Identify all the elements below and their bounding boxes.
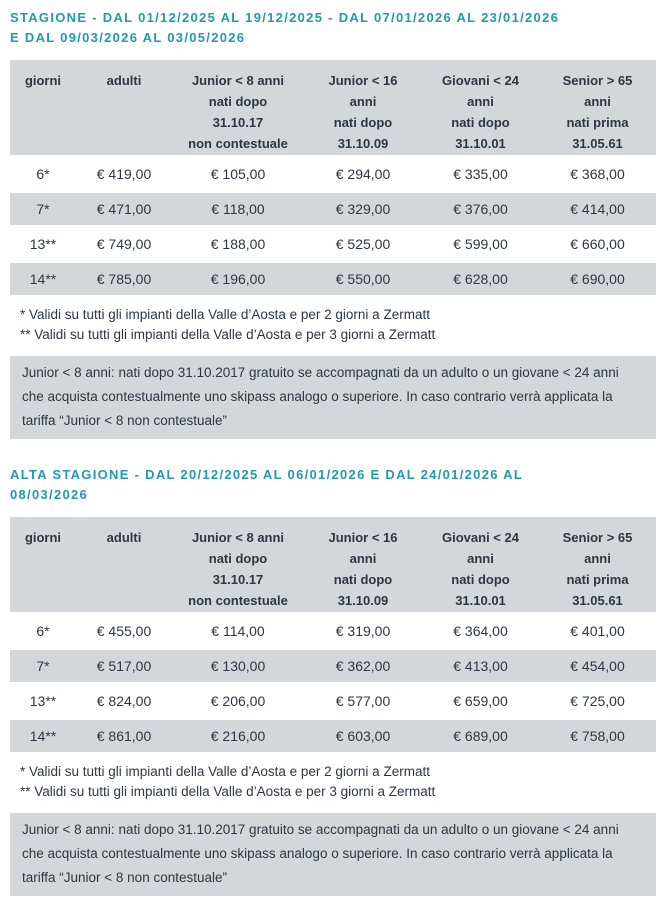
table-row xyxy=(10,263,656,295)
cell-price-senior: € 758,00 xyxy=(539,720,656,752)
col-header-line: nati dopo xyxy=(451,572,510,587)
cell-price-junior16: € 362,00 xyxy=(304,650,422,682)
col-header-line: Junior < 16 xyxy=(328,530,398,545)
cell-price-giovani: € 376,00 xyxy=(422,193,539,225)
col-header-line: nati dopo xyxy=(208,94,268,109)
junior-note-box: Junior < 8 anni: nati dopo 31.10.2017 gratuito se accompagnati da un adulto o un giovane < 24 anni che acquista contestualmente uno skipass analogo o superiore. In caso contrario verrà applicata la tariffa “Junior < 8 non contestuale” xyxy=(10,356,656,439)
col-header-line: 31.10.09 xyxy=(337,593,389,608)
cell-price-giovani: € 413,00 xyxy=(422,650,539,682)
col-header-line: nati prima xyxy=(566,115,629,130)
col-header-line: Junior < 16 xyxy=(328,73,398,88)
cell-price-senior: € 690,00 xyxy=(539,263,656,295)
cell-price-giovani: € 628,00 xyxy=(422,263,539,295)
col-header-junior-16 xyxy=(304,517,422,612)
col-header-line: non contestuale xyxy=(188,136,288,151)
cell-giorni: 6* xyxy=(10,615,76,647)
cell-price-senior: € 368,00 xyxy=(539,158,656,190)
col-header-line: non contestuale xyxy=(188,593,288,608)
cell-price-adulti: € 749,00 xyxy=(76,228,172,260)
table-row xyxy=(10,720,656,752)
header-row xyxy=(10,60,656,155)
table-row xyxy=(10,615,656,647)
header-row xyxy=(10,517,656,612)
col-header-line: nati dopo xyxy=(451,115,510,130)
price-table-stagione xyxy=(10,57,656,298)
cell-price-senior: € 725,00 xyxy=(539,685,656,717)
col-header-adulti xyxy=(76,517,172,612)
col-header-senior-65 xyxy=(539,60,656,155)
cell-price-senior: € 401,00 xyxy=(539,615,656,647)
col-header-line: 31.10.17 xyxy=(212,115,264,130)
cell-giorni: 7* xyxy=(10,193,76,225)
cell-price-junior16: € 550,00 xyxy=(304,263,422,295)
season-title-line: ALTA STAGIONE - DAL 20/12/2025 AL 06/01/2026 E DAL 24/01/2026 AL xyxy=(10,467,524,482)
cell-giorni: 14** xyxy=(10,263,76,295)
col-header-line: anni xyxy=(467,551,494,566)
col-header-giorni xyxy=(10,60,76,155)
cell-price-adulti: € 861,00 xyxy=(76,720,172,752)
table-row xyxy=(10,158,656,190)
col-header-adulti xyxy=(76,60,172,155)
cell-price-senior: € 454,00 xyxy=(539,650,656,682)
col-header-line: anni xyxy=(349,551,377,566)
cell-price-junior8: € 188,00 xyxy=(172,228,304,260)
cell-price-adulti: € 419,00 xyxy=(76,158,172,190)
col-header-line: Junior < 8 anni xyxy=(191,73,285,88)
col-header-line: anni xyxy=(467,94,494,109)
season-title-line: 08/03/2026 xyxy=(10,487,89,502)
col-header-line: nati dopo xyxy=(333,115,393,130)
col-header-line: anni xyxy=(584,94,611,109)
col-header-line: 31.10.01 xyxy=(455,136,506,151)
col-header-line: 31.10.17 xyxy=(212,572,264,587)
col-header-line: Senior > 65 xyxy=(562,530,633,545)
cell-price-junior8: € 130,00 xyxy=(172,650,304,682)
cell-price-giovani: € 364,00 xyxy=(422,615,539,647)
cell-giorni: 14** xyxy=(10,720,76,752)
col-header-junior-16 xyxy=(304,60,422,155)
junior-note-box: Junior < 8 anni: nati dopo 31.10.2017 gratuito se accompagnati da un adulto o un giovane < 24 anni che acquista contestualmente uno skipass analogo o superiore. In caso contrario verrà applicata la tariffa “Junior < 8 non contestuale” xyxy=(10,813,656,896)
cell-price-adulti: € 824,00 xyxy=(76,685,172,717)
col-header-line: Junior < 8 anni xyxy=(191,530,285,545)
col-header-line: 31.05.61 xyxy=(572,136,623,151)
cell-price-junior16: € 525,00 xyxy=(304,228,422,260)
season-section-alta-stagione xyxy=(10,465,656,896)
col-header-line: Giovani < 24 xyxy=(442,73,519,88)
col-header-junior-8 xyxy=(172,517,304,612)
footnotes xyxy=(20,762,656,802)
season-title-alta-stagione xyxy=(10,465,656,505)
cell-price-junior16: € 603,00 xyxy=(304,720,422,752)
cell-price-junior16: € 329,00 xyxy=(304,193,422,225)
cell-giorni: 13** xyxy=(10,685,76,717)
cell-price-junior8: € 114,00 xyxy=(172,615,304,647)
cell-price-giovani: € 659,00 xyxy=(422,685,539,717)
col-header-giovani-24 xyxy=(422,60,539,155)
col-header-line: giorni xyxy=(24,530,62,545)
cell-price-junior16: € 294,00 xyxy=(304,158,422,190)
cell-price-junior8: € 206,00 xyxy=(172,685,304,717)
col-header-line: 31.10.01 xyxy=(455,593,506,608)
col-header-line: anni xyxy=(349,94,377,109)
season-title-line: STAGIONE - DAL 01/12/2025 AL 19/12/2025 - DAL 07/01/2026 AL 23/01/2026 xyxy=(10,10,560,25)
cell-price-junior8: € 196,00 xyxy=(172,263,304,295)
col-header-line: 31.05.61 xyxy=(572,593,623,608)
cell-giorni: 13** xyxy=(10,228,76,260)
season-section-stagione xyxy=(10,8,656,439)
cell-price-junior16: € 319,00 xyxy=(304,615,422,647)
cell-price-adulti: € 455,00 xyxy=(76,615,172,647)
col-header-giorni xyxy=(10,517,76,612)
col-header-senior-65 xyxy=(539,517,656,612)
cell-price-junior16: € 577,00 xyxy=(304,685,422,717)
cell-giorni: 6* xyxy=(10,158,76,190)
col-header-line: nati dopo xyxy=(333,572,393,587)
cell-price-giovani: € 335,00 xyxy=(422,158,539,190)
cell-price-adulti: € 517,00 xyxy=(76,650,172,682)
cell-price-giovani: € 599,00 xyxy=(422,228,539,260)
footnote-zermatt-3days: ** Validi su tutti gli impianti della Valle d’Aosta e per 3 giorni a Zermatt xyxy=(20,327,436,342)
season-title-stagione xyxy=(10,8,656,48)
col-header-line: nati prima xyxy=(566,572,629,587)
footnote-zermatt-2days: * Validi su tutti gli impianti della Valle d’Aosta e per 2 giorni a Zermatt xyxy=(20,764,430,779)
col-header-line: Senior > 65 xyxy=(562,73,633,88)
cell-price-senior: € 414,00 xyxy=(539,193,656,225)
col-header-line: Giovani < 24 xyxy=(442,530,519,545)
table-row xyxy=(10,685,656,717)
col-header-line: 31.10.09 xyxy=(337,136,389,151)
season-title-line: E DAL 09/03/2026 AL 03/05/2026 xyxy=(10,30,246,45)
cell-giorni: 7* xyxy=(10,650,76,682)
cell-price-giovani: € 689,00 xyxy=(422,720,539,752)
cell-price-junior8: € 118,00 xyxy=(172,193,304,225)
col-header-giovani-24 xyxy=(422,517,539,612)
cell-price-senior: € 660,00 xyxy=(539,228,656,260)
footnote-zermatt-3days: ** Validi su tutti gli impianti della Valle d’Aosta e per 3 giorni a Zermatt xyxy=(20,784,436,799)
cell-price-adulti: € 785,00 xyxy=(76,263,172,295)
price-table-alta-stagione xyxy=(10,514,656,755)
col-header-line: anni xyxy=(584,551,611,566)
cell-price-junior8: € 105,00 xyxy=(172,158,304,190)
table-row xyxy=(10,228,656,260)
cell-price-adulti: € 471,00 xyxy=(76,193,172,225)
col-header-line: nati dopo xyxy=(208,551,268,566)
col-header-line: adulti xyxy=(106,73,142,88)
table-row xyxy=(10,193,656,225)
col-header-line: giorni xyxy=(24,73,62,88)
col-header-junior-8 xyxy=(172,60,304,155)
col-header-line: adulti xyxy=(106,530,142,545)
cell-price-junior8: € 216,00 xyxy=(172,720,304,752)
footnotes xyxy=(20,305,656,345)
footnote-zermatt-2days: * Validi su tutti gli impianti della Valle d’Aosta e per 2 giorni a Zermatt xyxy=(20,307,430,322)
table-row xyxy=(10,650,656,682)
